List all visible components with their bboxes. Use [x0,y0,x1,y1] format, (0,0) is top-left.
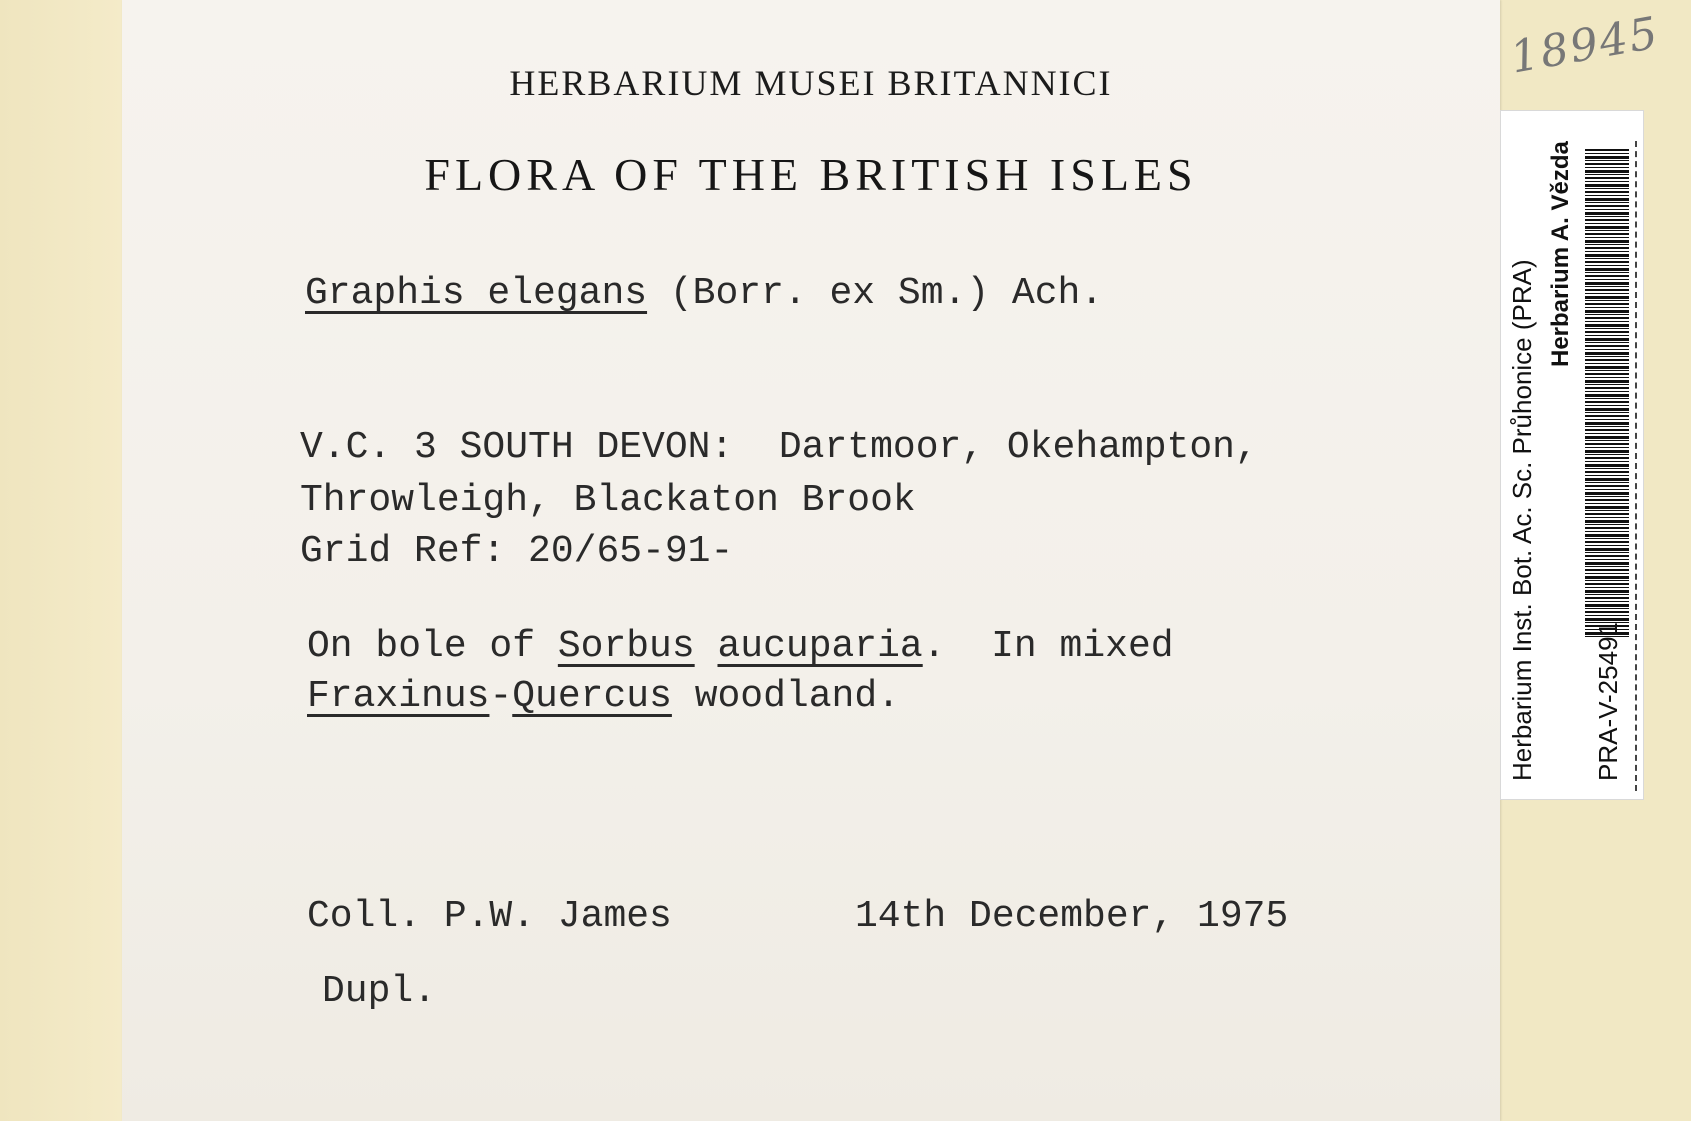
habitat-line-2 [307,675,900,718]
woodland-dash: - [489,675,513,718]
collection-date: 14th December, 1975 [855,895,1289,938]
barcode-herbarium: Herbarium A. Vězda [1547,141,1574,367]
herbarium-label [122,0,1500,1121]
flora-title: FLORA OF THE BRITISH ISLES [424,149,1198,200]
specimen-id: PRA-V-25491 [1593,622,1623,781]
habitat-suffix: woodland. [671,675,900,718]
taxon-name: Graphis elegans [305,272,648,315]
habitat-mid: . In mixed [922,625,1174,668]
barcode-institution: Herbarium Inst. Bot. Ac. Sc. Průhonice (PRA) [1507,259,1537,781]
mounting-sheet [0,0,122,1121]
woodland-genus-2: Quercus [512,675,672,718]
barcode-label [1500,110,1644,800]
habitat-line-1 [307,625,1174,668]
institution-header: HERBARIUM MUSEI BRITANNICI [509,63,1113,103]
handwritten-number: 18945 [1506,7,1664,84]
locality-line-1: V.C. 3 SOUTH DEVON: Dartmoor, Okehampton, [300,426,1258,469]
taxon-author: (Borr. ex Sm.) Ach. [647,272,1104,315]
taxon-line [305,272,1103,315]
locality-line-2: Throwleigh, Blackaton Brook [300,479,916,522]
woodland-genus-1: Fraxinus [307,675,490,718]
grid-reference: Grid Ref: 20/65-91- [300,530,734,573]
host-genus: Sorbus [557,625,695,668]
host-species: aucuparia [717,625,923,668]
collector: Coll. P.W. James [307,895,672,938]
duplicate-note: Dupl. [322,970,437,1013]
dashed-cut-line [1635,141,1637,791]
habitat-prefix: On bole of [307,625,558,668]
